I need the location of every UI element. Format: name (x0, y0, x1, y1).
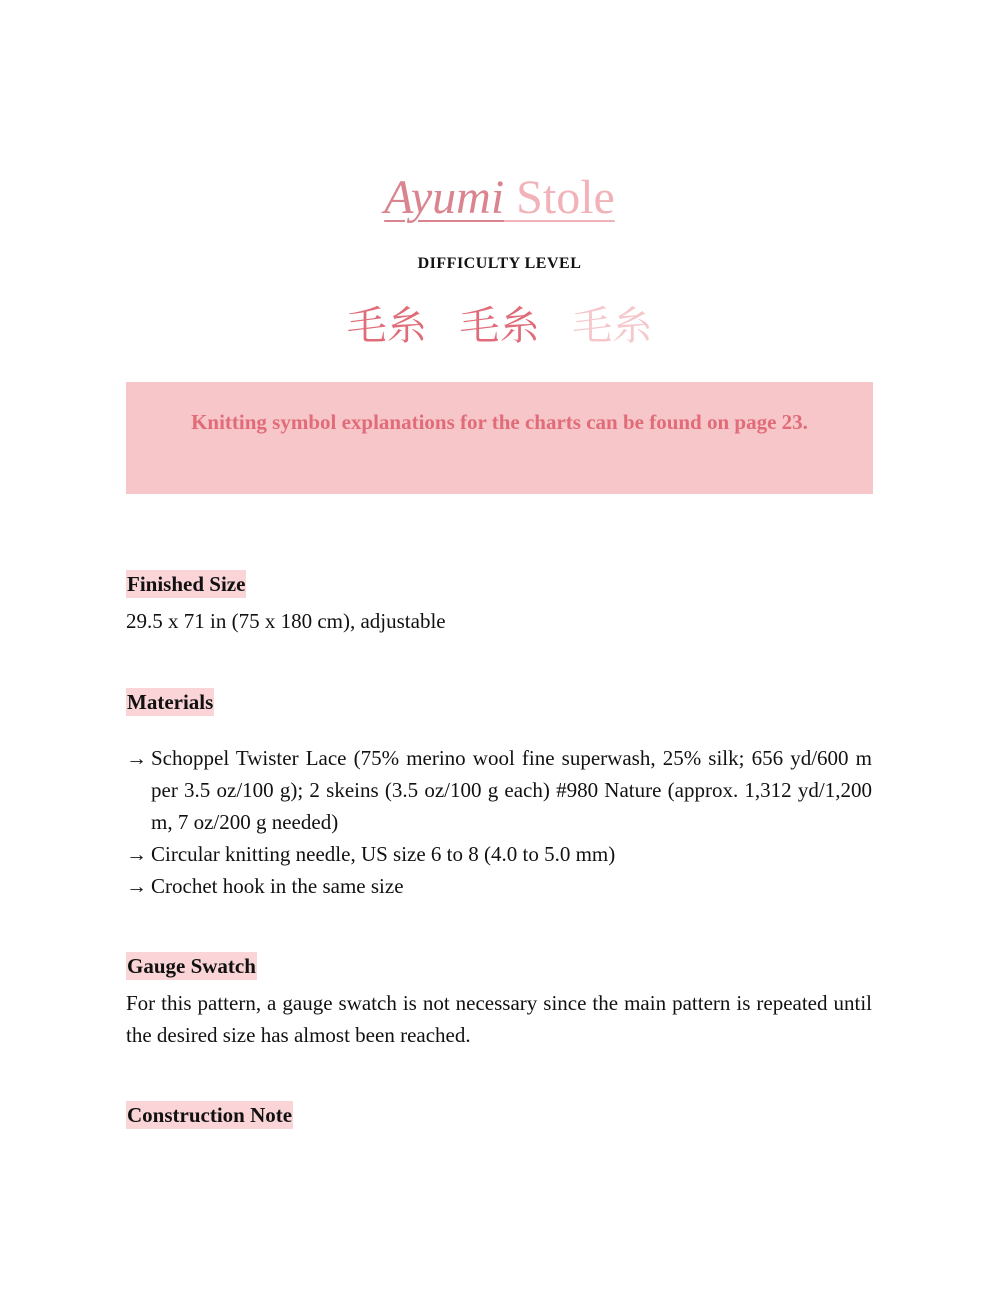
list-item (126, 838, 872, 870)
construction-heading: Construction Note (127, 1103, 293, 1127)
difficulty-label: DIFFICULTY LEVEL (417, 255, 582, 272)
page-title (0, 168, 999, 228)
list-item (126, 870, 872, 902)
gauge-heading: Gauge Swatch (127, 954, 256, 978)
chart-symbol-note: Knitting symbol explanations for the charts can be found on page 23. (126, 382, 873, 494)
material-text: Circular knitting needle, US size 6 to 8 (4.0 to 5.0 mm) (151, 842, 616, 866)
yarn-icon: 毛糸 (572, 303, 653, 349)
material-text: Crochet hook in the same size (151, 874, 404, 898)
materials-list (126, 742, 872, 902)
finished-size-heading: Finished Size (127, 572, 246, 596)
material-text: Schoppel Twister Lace (75% merino wool fine superwash, 25% silk; 656 yd/600 m per 3.5 oz/100 g); 2 skeins (3.5 oz/100 g each) #980 Nature (approx. 1,312 yd/1,200 m, 7 oz/200 g needed) (151, 746, 872, 834)
gauge-text: For this pattern, a gauge swatch is not necessary since the main pattern is repeated until the desired size has almost been reached. (126, 991, 872, 1047)
title-part-1: Ayumi (384, 171, 505, 224)
arrow-icon: → (126, 874, 147, 898)
arrow-icon: → (126, 746, 147, 770)
materials-heading: Materials (127, 690, 214, 714)
yarn-icon: 毛糸 (346, 303, 427, 349)
yarn-icon: 毛糸 (459, 303, 540, 349)
difficulty-rating (0, 296, 999, 356)
title-part-2: Stole (516, 171, 615, 224)
finished-size-text: 29.5 x 71 in (75 x 180 cm), adjustable (126, 609, 446, 633)
arrow-icon: → (126, 842, 147, 866)
list-item (126, 742, 872, 838)
